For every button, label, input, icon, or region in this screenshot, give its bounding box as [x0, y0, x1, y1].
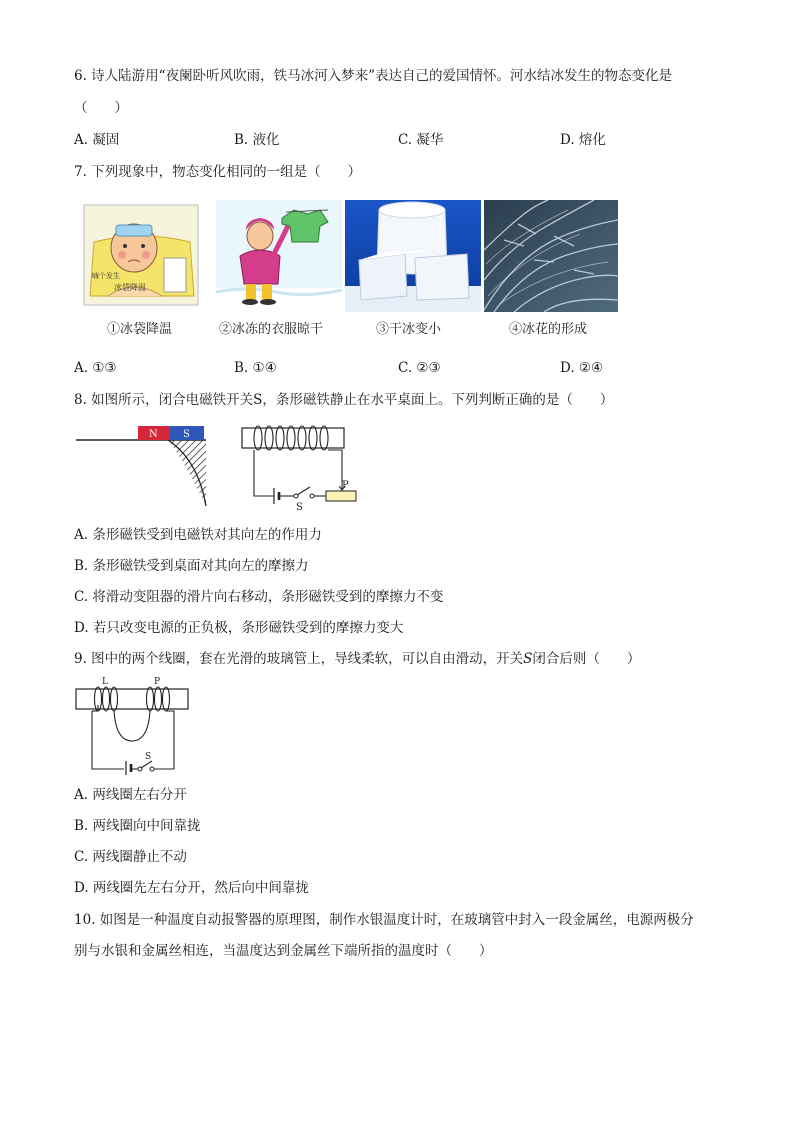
switch-lever	[141, 761, 152, 768]
rheostat	[326, 491, 356, 501]
frozen-clothes-picture	[216, 200, 342, 312]
q9-stem-part2: 闭合后则（ ）	[532, 651, 641, 667]
q7-option-b: B. ①④	[234, 360, 277, 376]
q9-option-c: C. 两线圈静止不动	[74, 849, 187, 865]
switch-lever	[297, 487, 310, 495]
q7-options	[74, 358, 734, 378]
switch-s-label: S	[296, 502, 303, 512]
q6-options	[74, 130, 734, 150]
q6-option-d: D. 熔化	[560, 132, 606, 148]
q9-switch-label: S	[145, 752, 152, 762]
magnet-n-label: N	[149, 429, 158, 440]
q6-stem-line1: 6. 诗人陆游用“夜阑卧听风吹雨，铁马冰河入梦来”表达自己的爱国情怀。河水结冰发生的物态变化是	[74, 68, 672, 84]
q9-option-a: A. 两线圈左右分开	[74, 787, 187, 803]
q9-diagram	[74, 675, 194, 775]
switch-contact-right	[310, 494, 314, 498]
q9-option-b: B. 两线圈向中间靠拢	[74, 818, 201, 834]
coil-l-label: L	[102, 677, 108, 687]
frost-picture	[484, 200, 618, 312]
q7-caption-1: ①冰袋降温	[107, 322, 173, 337]
q6-option-b: B. 液化	[234, 132, 280, 148]
q9-option-d: D. 两线圈先左右分开，然后向中间靠拢	[74, 880, 309, 896]
q8-diagram	[74, 420, 364, 512]
q6-option-a: A. 凝固	[74, 132, 120, 148]
electromagnet-core	[242, 428, 344, 448]
q8-option-a: A. 条形磁铁受到电磁铁对其向左的作用力	[74, 527, 322, 543]
ice-pack-label: 冰袋降温	[114, 283, 146, 292]
slider-p-label: P	[342, 480, 349, 491]
q7-caption-4: ④冰花的形成	[509, 322, 588, 337]
ice-pack-watermark: 嗨个发生	[92, 272, 120, 280]
q6-option-c: C. 凝华	[398, 132, 444, 148]
glass-tube	[76, 689, 188, 709]
q6-stem-line2: （ ）	[74, 100, 128, 116]
dry-ice-picture	[345, 200, 481, 312]
q7-option-d: D. ②④	[560, 360, 604, 376]
q7-stem: 7. 下列现象中，物态变化相同的一组是（ ）	[74, 164, 362, 180]
q8-option-c: C. 将滑动变阻器的滑片向右移动，条形磁铁受到的摩擦力不变	[74, 589, 444, 605]
coil-p-label: P	[154, 677, 161, 687]
q8-stem: 8. 如图所示，闭合电磁铁开关S，条形磁铁静止在水平桌面上。下列判断正确的是（ ）	[74, 392, 614, 408]
q7-option-a: A. ①③	[74, 360, 117, 376]
q7-caption-2: ②冰冻的衣服晾干	[219, 322, 324, 337]
bar-magnet	[138, 426, 204, 440]
q10-stem-line2: 别与水银和金属丝相连，当温度达到金属丝下端所指的温度时（ ）	[74, 943, 493, 959]
soft-wire	[114, 711, 150, 741]
q9-stem-part1: 9. 图中的两个线圈，套在光滑的玻璃管上，导线柔软，可以自由滑动，开关	[74, 651, 524, 667]
q8-option-d: D. 若只改变电源的正负极，条形磁铁受到的摩擦力变大	[74, 620, 404, 636]
q7-option-c: C. ②③	[398, 360, 441, 376]
ice-pack-picture	[78, 200, 206, 312]
q7-caption-3: ③干冰变小	[376, 322, 442, 337]
q10-stem-line1: 10. 如图是一种温度自动报警器的原理图，制作水银温度计时，在玻璃管中封入一段金属丝，电源两极分	[74, 912, 694, 928]
q9-stem	[74, 649, 640, 669]
q9-stem-switch: S	[523, 651, 533, 667]
q8-option-b: B. 条形磁铁受到桌面对其向左的摩擦力	[74, 558, 309, 574]
magnet-s-label: S	[183, 429, 190, 440]
switch-contact-right	[150, 767, 154, 771]
